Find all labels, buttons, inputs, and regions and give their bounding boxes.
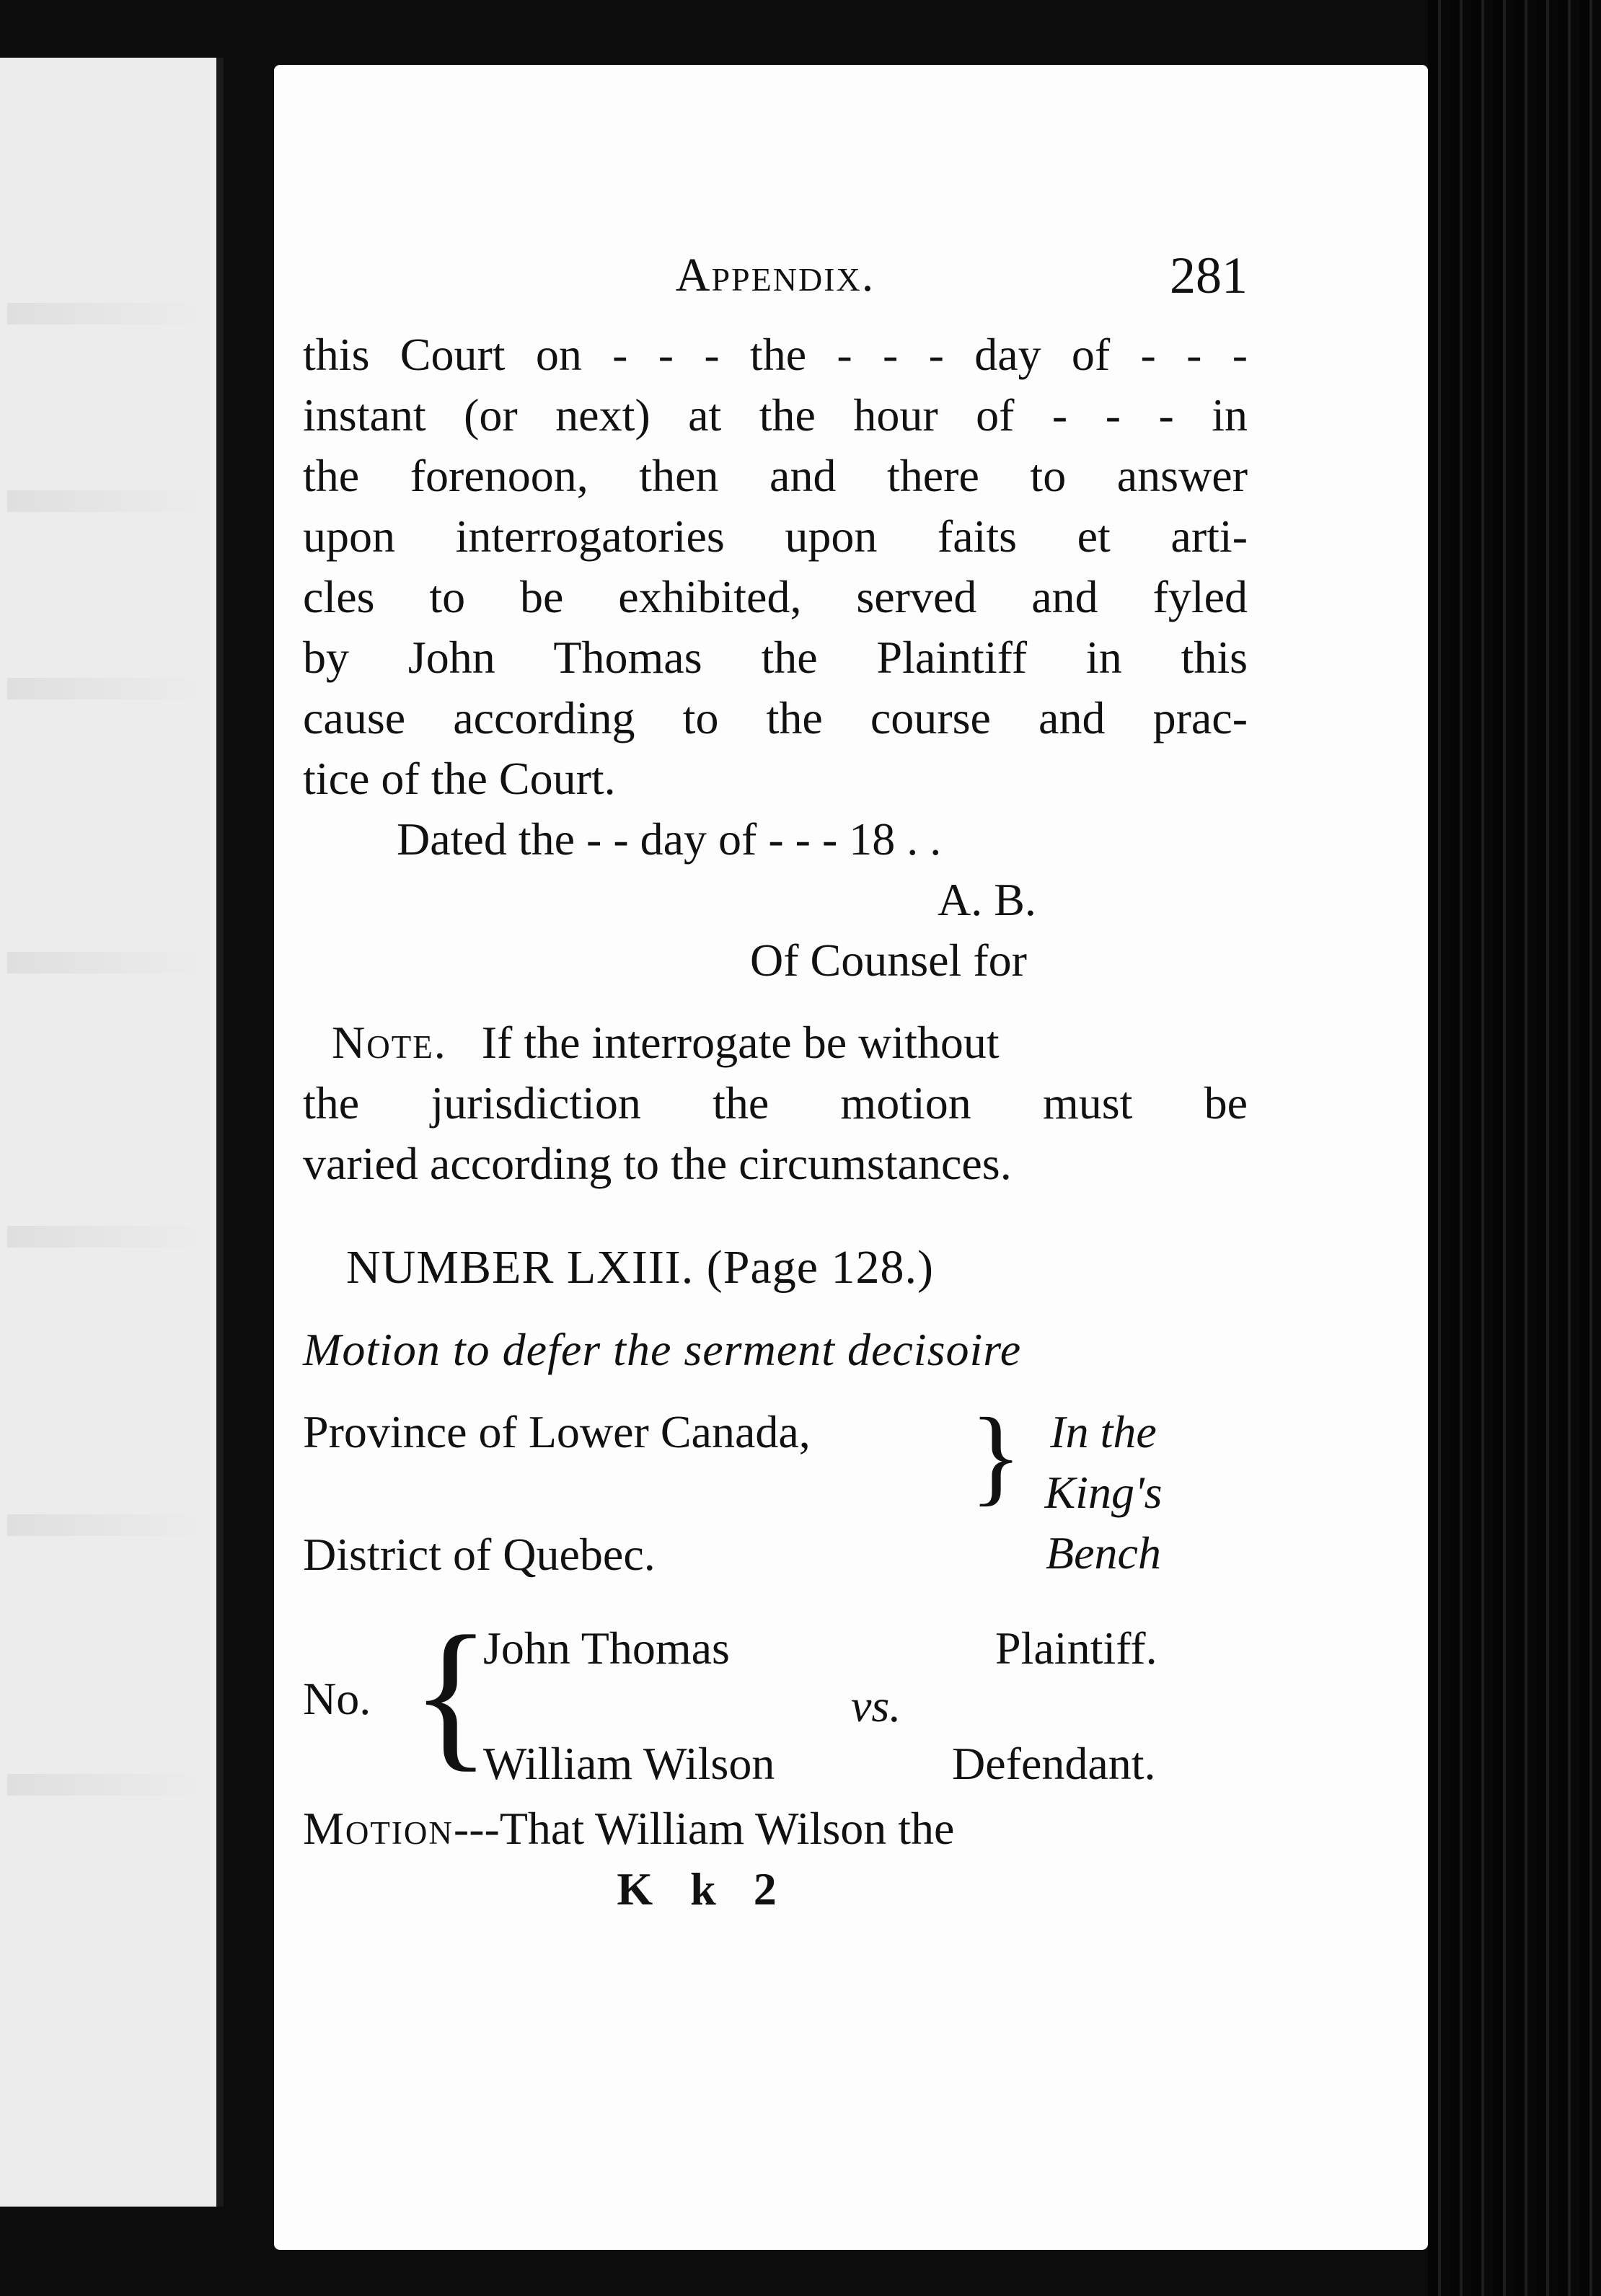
left-brace-icon: {	[411, 1602, 491, 1785]
running-header	[303, 245, 1248, 324]
dated-line: Dated the - - day of - - - 18 . .	[397, 813, 942, 865]
note-line: the jurisdiction the motion must be	[303, 1077, 1248, 1129]
page-content	[303, 245, 1248, 1920]
bleed-through-line	[7, 490, 209, 512]
motion-text: ---That William Wilson the	[453, 1803, 955, 1854]
district: District of Quebec.	[303, 1529, 656, 1580]
province: Province of Lower Canada,	[303, 1406, 811, 1457]
text-line: upon interrogatories upon faits et arti-	[303, 511, 1248, 562]
bleed-through-line	[7, 678, 209, 699]
right-brace-icon: }	[970, 1396, 1022, 1516]
text-line: cause according to the course and prac-	[303, 692, 1248, 743]
note-label: Note.	[332, 1017, 447, 1068]
signature-initials: A. B.	[938, 874, 1036, 925]
paragraph	[303, 324, 1248, 991]
note-text: If the interrogate be without	[481, 1017, 1000, 1068]
page-title: Appendix.	[675, 249, 876, 301]
bleed-through-line	[7, 1774, 209, 1796]
court-line: King's	[1044, 1467, 1163, 1518]
motion-title: Motion to defer the serment decisoire	[303, 1324, 1022, 1375]
parties	[303, 1602, 1248, 1789]
court-line: Bench	[1046, 1527, 1161, 1578]
motion-line	[303, 1798, 1248, 1859]
bleed-through-line	[7, 1226, 209, 1248]
book-page	[274, 65, 1428, 2250]
text-line: the forenoon, then and there to answer	[303, 450, 1248, 501]
page-number: 281	[1170, 247, 1248, 304]
text-line: by John Thomas the Plaintiff in this	[303, 632, 1248, 683]
text-line: tice of the Court.	[303, 753, 616, 804]
facing-page	[0, 58, 224, 2207]
bleed-through-line	[7, 1514, 209, 1536]
court-line: In the	[1050, 1406, 1157, 1457]
motion-label: Motion	[303, 1803, 454, 1854]
number-heading: NUMBER LXIII. (Page 128.)	[346, 1241, 935, 1294]
text-line: instant (or next) at the hour of - - - in	[303, 389, 1248, 441]
signature-counsel: Of Counsel for	[750, 935, 1027, 986]
defendant-name: William Wilson	[483, 1738, 775, 1789]
text-line: this Court on - - - the - - - day of - - -	[303, 329, 1248, 380]
note	[303, 1012, 1248, 1194]
bleed-through-line	[7, 303, 209, 324]
note-first-line	[303, 1012, 1248, 1073]
plaintiff-role: Plaintiff.	[995, 1622, 1157, 1674]
plaintiff-name: John Thomas	[483, 1622, 730, 1674]
case-number-label: No.	[303, 1673, 371, 1724]
book-binding	[1428, 0, 1601, 2296]
defendant-role: Defendant.	[952, 1738, 1156, 1789]
case-caption	[303, 1396, 1248, 1589]
signature-mark: K k 2	[617, 1863, 790, 1915]
court-name	[1010, 1402, 1197, 1584]
text-line: cles to be exhibited, served and fyled	[303, 571, 1248, 622]
note-line: varied according to the circumstances.	[303, 1138, 1012, 1189]
bleed-through-line	[7, 952, 209, 973]
versus: vs.	[851, 1680, 901, 1731]
